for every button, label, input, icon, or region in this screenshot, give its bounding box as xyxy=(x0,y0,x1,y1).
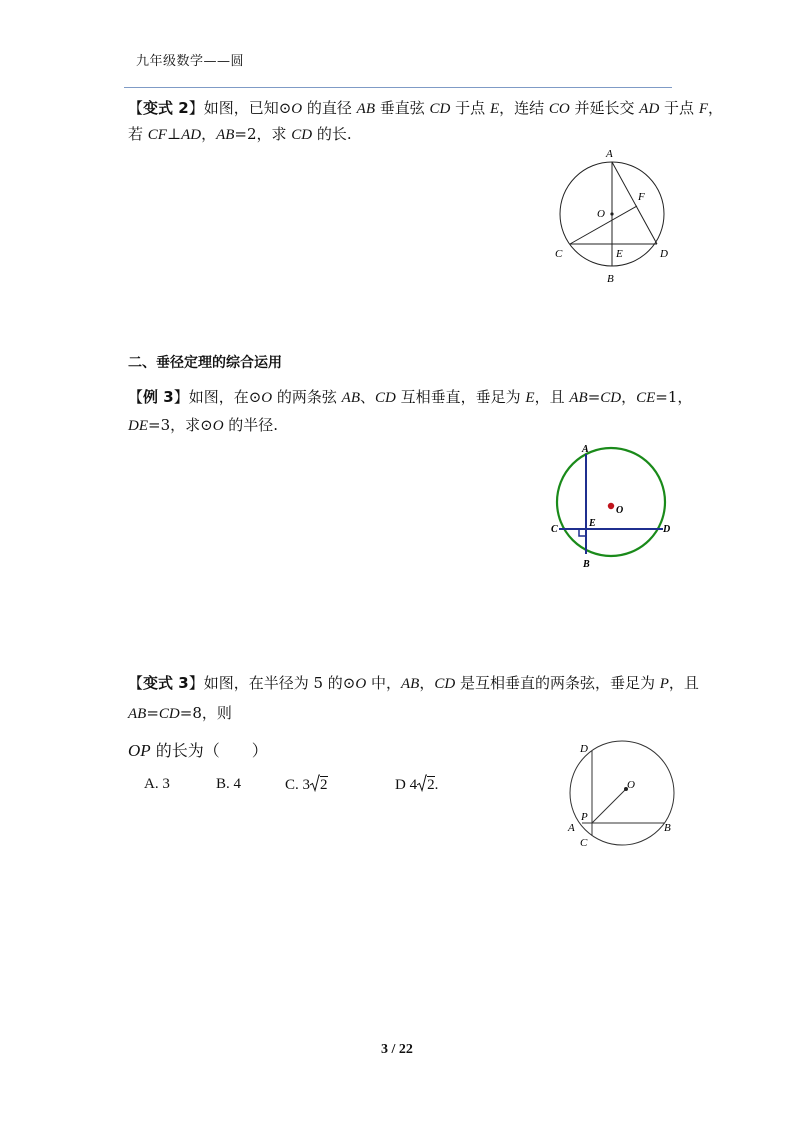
tag-bracket: 】 xyxy=(188,674,204,692)
text: =2，求 xyxy=(234,125,292,143)
label-a: A xyxy=(606,148,613,160)
label-c: C xyxy=(580,837,588,849)
math-var: AB xyxy=(128,706,147,722)
math-var: AD xyxy=(181,127,202,143)
math-var: CE xyxy=(636,390,656,406)
center-dot xyxy=(610,212,613,215)
text: 并延长交 xyxy=(569,99,640,117)
page-number: 3 / 22 xyxy=(381,1042,413,1057)
text: 于点 xyxy=(659,99,699,117)
radicand: 2 xyxy=(320,777,328,793)
segment-op xyxy=(592,789,626,823)
center-dot xyxy=(608,503,614,509)
math-var: AB xyxy=(400,676,420,692)
label-p: P xyxy=(581,811,588,823)
text: =3，求⊙ xyxy=(148,416,213,434)
variant3-line2 xyxy=(128,703,232,724)
variant2-line1 xyxy=(128,98,723,119)
math-var: E xyxy=(525,390,535,406)
text: 如图，在半径为 5 的⊙ xyxy=(203,674,356,692)
text: = xyxy=(587,388,601,406)
text: 的长为（ ） xyxy=(150,741,268,760)
text: 垂直弦 xyxy=(375,99,430,117)
period: . xyxy=(434,777,439,793)
math-var: O xyxy=(355,676,367,692)
text: ，且 xyxy=(668,674,699,692)
label-o: O xyxy=(627,779,635,791)
text: 的直径 xyxy=(302,99,357,117)
text: 的两条弦 xyxy=(272,388,342,406)
text: 如图，在⊙ xyxy=(188,388,262,406)
label-c: C xyxy=(551,524,558,535)
math-var: CD xyxy=(291,127,313,143)
variant3-line1 xyxy=(128,673,699,694)
label-d: D xyxy=(580,743,588,755)
math-var: CD xyxy=(429,101,451,117)
label-d: D xyxy=(660,248,668,260)
label-b: B xyxy=(583,559,590,570)
tag-bracket: 【 xyxy=(128,99,144,117)
option-c-text: C. 3 xyxy=(285,777,311,793)
text: 、 xyxy=(360,388,376,406)
text: ， xyxy=(621,388,637,406)
text: =1， xyxy=(655,388,693,406)
tag-bracket: 【 xyxy=(128,674,144,692)
text: = xyxy=(146,704,159,722)
label-o: O xyxy=(597,208,605,220)
math-var: AB xyxy=(216,127,235,143)
example3-figure xyxy=(545,440,680,575)
text: ，且 xyxy=(534,388,570,406)
option-d xyxy=(395,774,438,795)
math-var: O xyxy=(291,101,303,117)
section-title: 二、垂径定理的综合运用 xyxy=(128,355,282,371)
variant2-figure xyxy=(545,140,685,290)
example3-tag: 例 3 xyxy=(143,388,174,406)
label-o: O xyxy=(616,505,624,516)
label-e: E xyxy=(589,518,596,529)
label-f: F xyxy=(638,191,645,203)
math-var: CO xyxy=(548,101,570,117)
text: 是互相垂直的两条弦，垂足为 xyxy=(455,674,660,692)
option-c xyxy=(285,774,328,795)
text: ， xyxy=(419,674,435,692)
text: ， xyxy=(201,125,217,143)
option-d-text: D 4 xyxy=(395,777,418,793)
option-a: A. 3 xyxy=(144,776,170,792)
math-var: E xyxy=(489,101,500,117)
math-var: OP xyxy=(128,741,151,760)
math-var: AD xyxy=(639,101,660,117)
variant2-line2 xyxy=(128,124,352,145)
math-var: CD xyxy=(434,676,456,692)
math-var: AB xyxy=(356,101,375,117)
math-var: AB xyxy=(341,390,360,406)
math-var: O xyxy=(261,390,273,406)
segment-ad xyxy=(612,162,657,244)
text: 中， xyxy=(366,674,401,692)
label-a: A xyxy=(582,444,589,455)
label-c: C xyxy=(555,248,563,260)
label-e: E xyxy=(616,248,623,260)
label-a: A xyxy=(568,822,575,834)
math-var: P xyxy=(659,676,669,692)
math-var: DE xyxy=(128,418,148,434)
variant3-tag: 变式 3 xyxy=(143,674,189,692)
label-b: B xyxy=(664,822,671,834)
math-var: CD xyxy=(158,706,180,722)
text: 互相垂直，垂足为 xyxy=(395,388,526,406)
text: ，连结 xyxy=(499,99,549,117)
circle-o xyxy=(557,448,665,556)
tag-bracket: 【 xyxy=(128,388,144,406)
text: 若 xyxy=(128,125,148,143)
math-var: CD xyxy=(375,390,396,406)
math-var: F xyxy=(698,101,708,117)
label-d: D xyxy=(663,524,671,535)
text: ， xyxy=(708,99,724,117)
math-var: CF xyxy=(147,127,167,143)
math-var: CD xyxy=(600,390,622,406)
perp-symbol: ⊥ xyxy=(166,125,182,143)
tag-bracket: 】 xyxy=(173,388,189,406)
tag-bracket: 】 xyxy=(188,99,204,117)
example3-line1 xyxy=(128,387,692,408)
header-divider xyxy=(124,87,672,88)
math-var: AB xyxy=(569,390,588,406)
sqrt-icon xyxy=(310,774,320,792)
variant3-figure xyxy=(560,738,685,853)
example3-line2 xyxy=(128,415,278,436)
text: =8，则 xyxy=(179,704,232,722)
text: 于点 xyxy=(450,99,490,117)
variant2-tag: 变式 2 xyxy=(143,99,189,117)
page-header: 九年级数学——圆 xyxy=(136,54,245,69)
text: 如图，已知⊙ xyxy=(203,99,292,117)
sqrt-icon xyxy=(417,774,427,792)
option-b: B. 4 xyxy=(216,776,242,792)
right-angle-mark xyxy=(579,529,586,536)
radicand: 2 xyxy=(427,777,435,793)
variant3-line3 xyxy=(128,741,268,761)
text: 的长. xyxy=(312,125,352,143)
label-b: B xyxy=(607,273,614,285)
text: 的半径. xyxy=(223,416,279,434)
math-var: O xyxy=(212,418,224,434)
